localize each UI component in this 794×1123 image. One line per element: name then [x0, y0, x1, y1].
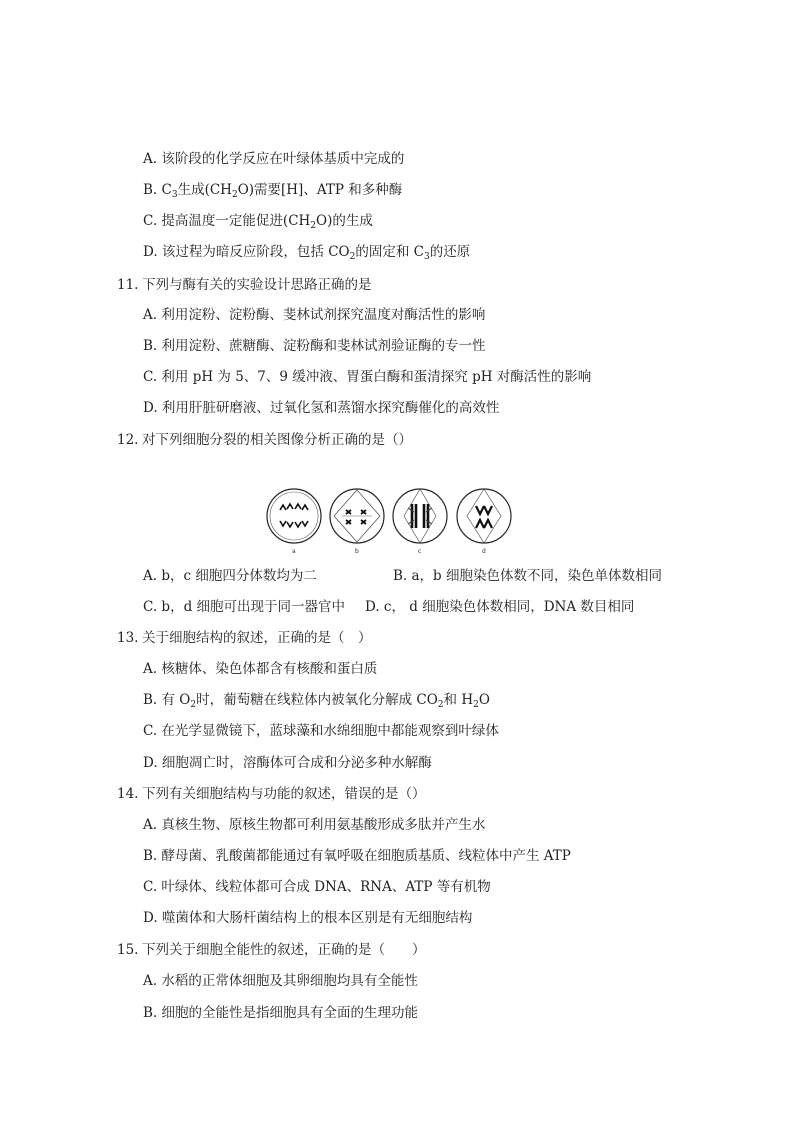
q13-option-d: D. 细胞凋亡时，溶酶体可合成和分泌多种水解酶 — [143, 755, 432, 771]
cell-c-image — [393, 489, 447, 555]
q12-option-d: D. c， d 细胞染色体数相同，DNA 数目相同 — [365, 599, 635, 615]
q13-option-c: C. 在光学显微镜下，蓝球藻和水绵细胞中都能观察到叶绿体 — [143, 723, 499, 739]
q12-option-c: C. b，d 细胞可出现于同一器官中 — [143, 599, 346, 615]
question-number: 15. — [117, 942, 139, 958]
q11-option-a: A. 利用淀粉、淀粉酶、斐林试剂探究温度对酶活性的影响 — [143, 307, 486, 323]
q10-option-c: C. 提高温度一定能促进$(CH_2O)$的生成 — [143, 213, 373, 231]
question-stem: 对下列细胞分裂的相关图像分析正确的是（） — [142, 432, 412, 448]
q14-option-d: D. 噬菌体和大肠杆菌结构上的根本区别是有无细胞结构 — [143, 910, 473, 926]
q13-option-b: B. 有 $O_2$时，葡萄糖在线粒体内被氧化分解成 $CO_2$和 $H_2O$ — [143, 692, 490, 710]
cell-d-image — [457, 489, 511, 555]
cell-b-image — [330, 489, 384, 555]
question-stem: 下列有关细胞结构与功能的叙述，错误的是（） — [142, 786, 426, 802]
cell-a-image — [267, 489, 321, 555]
question-stem: 下列与酶有关的实验设计思路正确的是 — [142, 277, 372, 293]
cell-division-figure — [262, 486, 522, 558]
cell-label-c: c — [418, 548, 422, 555]
q11-option-c: C. 利用 pH 为 5、7、9 缓冲液、胃蛋白酶和蛋清探究 pH 对酶活性的影响 — [143, 369, 592, 385]
q15-option-b: B. 细胞的全能性是指细胞具有全面的生理功能 — [143, 1005, 419, 1021]
question-stem: 下列关于细胞全能性的叙述，正确的是（ ） — [142, 942, 426, 958]
q13-option-a: A. 核糖体、染色体都含有核酸和蛋白质 — [143, 661, 378, 677]
q14-option-b: B. 酵母菌、乳酸菌都能通过有氧呼吸在细胞质基质、线粒体中产生 ATP — [143, 848, 571, 864]
q11-option-d: D. 利用肝脏研磨液、过氧化氢和蒸馏水探究酶催化的高效性 — [143, 400, 500, 416]
q10-option-d: D. 该过程为暗反应阶段，包括 $CO_2$的固定和 $C_3$的还原 — [143, 244, 471, 262]
question-number: 11. — [117, 277, 139, 293]
q10-option-a: A. 该阶段的化学反应在叶绿体基质中完成的 — [143, 151, 405, 167]
q14-option-c: C. 叶绿体、线粒体都可合成 DNA、RNA、ATP 等有机物 — [143, 879, 491, 895]
q12-option-a: A. b，c 细胞四分体数均为二 — [143, 568, 317, 584]
q11-option-b: B. 利用淀粉、蔗糖酶、淀粉酶和斐林试剂验证酶的专一性 — [143, 338, 486, 354]
question-stem: 关于细胞结构的叙述，正确的是（ ） — [142, 630, 372, 646]
cell-label-b: b — [355, 548, 359, 555]
question-number: 14. — [117, 786, 139, 802]
cell-label-a: a — [292, 548, 296, 555]
question-number: 13. — [117, 630, 139, 646]
q15-option-a: A. 水稻的正常体细胞及其卵细胞均具有全能性 — [143, 973, 418, 989]
q12-option-b: B. a，b 细胞染色体数不同，染色单体数相同 — [393, 568, 662, 584]
cell-label-d: d — [482, 548, 486, 555]
q14-option-a: A. 真核生物、原核生物都可利用氨基酸形成多肽并产生水 — [143, 817, 486, 833]
q10-option-b: B. $C_3$生成$(CH_2O)$需要[H]、ATP 和多种酶 — [143, 182, 403, 200]
question-number: 12. — [117, 432, 139, 448]
